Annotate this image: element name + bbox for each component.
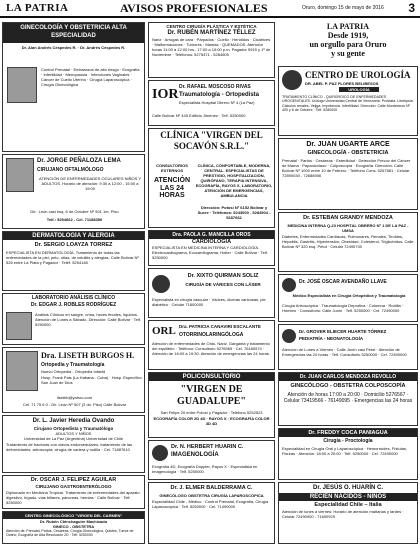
lab-photo [6,312,32,340]
ad-dermatologia [2,231,145,291]
ad-sub: UROLOGÍA [339,87,379,92]
ad-body: ESPECIALISTA EN DERMATOLOGÍA. Tratamiento de todas las enfermedades de la piel, pelo, uñas, de celulitis y alergias. Calle Bolívar Nº 526 entre La Plata y Pagador · Teléf. 5254148 [6,250,139,265]
ad-body: Diplomado en Medicina Tropical. Tratamiento de enfermedades del aparato digestivo, hígado, vías biliares, páncreas, hernias · Calle Bolívar · Telf. 5250000 [6,490,140,505]
ad-title: CLÍNICA "VIRGEN DEL SOCAVÓN S.R.L." [160,130,263,151]
doctor-name: Dr. JESÚS O. HUARÍN C. [312,485,383,491]
ad-body: Atención de: Prenatal, Partos, Cesáreas, Cirugía Ginecológica, Quistes, Tumor de Ovario, Ecografía de Alta Resolución 2D · Telf. 5250000 [6,529,134,538]
doctor-specialty: CIRUJANO GASTROENTERÓLOGO [35,484,112,489]
doctor-name: Dr. OSCAR J. FELIPEZ AGUILAR [30,477,117,483]
orl-logo: ORL [152,325,176,337]
ad-body: Nariz · Arrugas de cara · Párpados · Cuello · Hendidos · Cicatrices · Malformaciones · Tumores · Mamas · QUEMADOS. Atención horas 11:00 a 12:00 hrs., 17:00 a 19:00 p.m. Pagador 5915 y 1º de Noviembre · Teléfonos: 5275471 - 5284605 [152,37,271,57]
doctor-name: Dra. PAOLA G. MANCILLA OROS [149,231,274,239]
ad-body: Ecografía 4D, Ecografía Doppler, Rayos X · Especialista en Imagenología · Telf. 5250000 [152,464,258,474]
doctor-photo [7,67,37,103]
ad-body: Control Prenatal · Embarazos de alto riesgo · Ecografía · Infertilidad · Menopausia · Infecciones Vaginales · Cáncer de Cuello Uterino · Cirugía Laparoscópica · Cirugía Ginecológica [41,67,140,87]
doctor-name: Dr. RAFAEL MOSCOSO RIVAS [179,84,251,90]
doctor-specialty: RECIÉN NACIDOS - NIÑOS [279,493,417,501]
doctor-name: Dr. N. HERBERT HUARIN C. [171,444,244,450]
promo-line: y su gente [331,49,365,58]
doctor-specialty: CARDIOLOGÍA [191,239,232,245]
ad-body: Tratamiento de fracturas con clavos endomedulares; tratamiento de las deformidades; artroscopia; cirugía de cadera y rodilla · Cel. 71887610 [6,442,133,452]
clinic-name: "VIRGEN DE GUADALUPE" [177,384,246,407]
imaging-logo-icon [152,445,168,461]
ad-gineco-alta [2,22,145,152]
promo-brand: LA PATRIA [326,22,370,31]
ad-sub: San Felipe 20 entre Potosí y Pagador · Teléfono 5252523 [160,410,263,415]
ad-sub: Nuevo Ortopedia - Ortopedia Infantil [41,369,106,374]
doctor-photo [6,351,38,391]
ad-body: Atención de Lunes a Viernes · Calle Junín casi Petot · Atención de Emergencias las 24 horas · Telf. Consultorio 5250000 · Cel. 72490000 [282,347,407,357]
ad-avendano [278,274,418,322]
ad-burgos [2,347,145,413]
doctor-name: Dr. GROVER ELIECER HUARTE TÓRREZ [299,329,387,334]
promo-line: Desde 1919, [327,31,369,40]
ad-body: ESPECIALISTA EN MEDICINA INTERNA Y CARDIOLOGÍA. Electrocardiograma, Ecocardiograma, Holter · Calle Bolívar · Telf. 5250000 [152,245,268,260]
ad-consultorios: CONSULTORIOS EXTERNOS [156,163,188,173]
doctor-specialty: Traumatología - Ortopedista [179,92,260,98]
ad-quiroga [148,268,275,318]
ior-logo: IOR [152,87,179,102]
ad-body: Especialista en cirugía vascular · Várices, úlceras varicosas, pie diabético · Celular 71800000 [152,297,266,307]
ad-urologia [278,66,418,136]
doctor-name: Dra. PATRICIA CANAVIRI ESCALANTE [179,324,261,329]
doctor-name: Dr. FREDDY COCA PANIAGUA [279,429,417,437]
ad-body: CLÍNICA, CONFORTABLE, MODERNA, CENTRAL. ESPECIALISTAS DE PRESTIGIO, HOSPITALIZACIÓN, QUIRÓFANO, TERAPIA INTENSIVA, ECOGRAFÍA, RAYOS X, LABORATORIO, ATENCIÓN DE EMERGENCIAS, AMBULANCIA [195,163,273,198]
doctor-name: Dr. Rubén Chinchaguire Machicado [39,519,108,524]
ad-phone: Cel. 71 75 6 0 - Dir. León Nº 507 (2 do. Piso) Calle Bolívar [22,402,127,407]
doctor-specialty: Cirugía - Proctología [323,438,373,444]
ad-address: Dir.: León casi esq. 6 de Octubre Nº 501 1er. Piso [30,209,119,214]
vascular-logo-icon [152,275,170,293]
ad-title: DERMATOLOGÍA Y ALERGIA [3,232,144,240]
ad-schedule: ATENCIÓN DE ENFERMEDADES OCULARES NIÑOS Y ADULTOS. Horario de atención: 9:30 a 12:00 - 15:00 a 19:00 [38,176,142,191]
ad-title: CENTRO DE UROLOGÍA [305,70,411,80]
doctor-specialty: PEDIATRÍA - NEONATOLOGÍA [299,336,364,341]
doctor-specialty: Médico Especialista en Cirugía Ortopédica y Traumatología [292,293,406,298]
ad-body: TRATAMIENTO CLÍNICO - QUIRÚRGICO DE ENFERMEDADES UROGENITALES. Urólogo Universidad Central de Venezuela. Próstata. Litotripsia. Cálculos renales. Vejiga. Impotencia. Infertilidad. Dirección: Calle Montecinos Nº 400 y 6 de Octubre · Telf. 5280000 [282,95,414,113]
doctor-specialty: GINECÓLOGO OBSTETRA CIRUGÍA LAPAROSCÓPICA [159,493,264,498]
doctor-specialty: GINECO - OBSTETRA [52,524,95,529]
doctor-name: Dr. JUAN UGARTE ARCE [306,141,390,148]
ad-la-patria-promo [278,22,418,64]
ad-title: POLICONSULTORIO [149,373,274,381]
ad-huarte [278,324,418,370]
doctor-specialty: Cirujano Ortopedista y Traumatólogo [33,426,114,431]
doctor-specialty: CIRUGÍA DE VÁRICES CON LÁSER [185,282,261,287]
doctor-name: Dr. JOSÉ OSCAR AVENDAÑO LLAVE [299,279,387,285]
doctor-photo [6,158,34,192]
ad-sub: Especialista Hospital Obrero Nº 4 (La Paz) [179,100,255,105]
doctor-name: Dr. SERGIO LOAYZA TORREZ [34,242,113,248]
issue-date: Oruro, domingo 15 de mayo de 2016 [302,5,384,11]
ad-body: Especialidad Chile - Médico · Control Prenatal, Ecografía, Cirugía Laparoscópica · Telf. 5250000 · Cel. 71490000 [152,499,269,509]
ad-orl [148,320,275,370]
page-number: 3 [408,1,415,15]
ortho-logo-icon [282,278,296,292]
pediatric-logo-icon [282,329,296,343]
ad-body: Prenatal · Partos · Cesáreas · Esterilidad · Detección Precoz del Cáncer de Mama · Papanicolaou · Colposcopía · Ecografía. Dirección: Calle Bolívar Nº 1000 entre 10 de Febrero · Teléfono Cons. 5267681 · Celular 72690030 - 72688906 [282,158,411,178]
ad-attention: ATENCIÓN LAS 24 HORAS [153,177,191,200]
urology-logo-icon [282,70,302,90]
ad-heredia [2,415,145,473]
doctor-name: Dr. XIXTO QUIRMAN SOLIZ [187,273,259,279]
doctor-specialty: MEDICINA INTERNA Q-23 HOSPITAL OBRERO Nº 1 DE LA PAZ - UMSA [287,223,409,233]
doctor-name: DR. ABEL P. PAZ FLORES BELIBESOS [305,81,379,86]
ad-penaloza [2,154,145,229]
page-header [0,0,420,18]
promo-line: un orgullo para Oruro [309,40,387,49]
doctor-specialty: GINECÓLOGO - OBSTETRA COLPOSCOPÍA [290,383,406,389]
doctor-name: Dr. RUBÉN MARTÍNEZ TÉLLEZ [167,30,256,36]
section-title: AVISOS PROFESIONALES [120,1,268,15]
doctor-name: Dr. JORGE PEÑALOZA LEMA [37,158,121,164]
ad-huarin [278,482,418,544]
ad-cirugia-plastica [148,22,275,78]
doctor-name: Dr. J. ELMER BALDERRAMA C. [170,485,253,491]
doctor-name: Dr. ESTEBAN GRANDY MENDOZA [303,215,393,221]
ad-centro-virgen-carmen [2,511,145,544]
ad-phone: Telf.: 5254662 - Cel. 71188356 [46,217,103,222]
ad-herbert [148,440,275,480]
ad-body: Atención de enfermedades de Oído, Nariz, Garganta y tratamiento del equilibrio · Teléfono: Consultorio 5276565 · Cel. 76180574 · Atención de 16:00 a 19:30. Atención de emergencias las 24 horas. [152,341,270,356]
doctor-name: Dr. JUAN CARLOS MENDOZA REVOLLO [279,373,417,381]
ad-body: Atención de horas 17:00 a 20:00 · Domicilio 5276567 · Celular 73419566 - 76149095 · Emergencias las 24 horas [283,392,413,405]
doctor-name: Dr. EDGAR J. ROBLES RODRÍGUEZ [30,302,117,308]
ad-address: Dirección: Potosí Nº 6152 Bolívar y Sucre · Teléfonos: 5243000 - 5284904 - 5287662 [197,205,271,220]
ad-title: CENTRO GINECOLÓGICO "VIRGEN DEL CARMEN" [3,512,144,519]
ad-mancilla [148,230,275,266]
doctor-specialty: IMAGENOLOGÍA [171,452,219,458]
ad-mendoza [278,372,418,426]
ad-laboratorio [2,293,145,345]
doctor-specialty: GINECOLOGÍA - OBSTETRICIA [307,150,389,156]
ad-moscoso [148,80,275,126]
ad-body: Cirugía Artroscópica · Traumatología Deportiva · Columna · Rodilla · Hombro · Consultorio: Calle Junín · Telf. 5250000 · Cel. 72490000 [282,303,404,313]
newspaper-brand: LA PATRIA [6,2,69,14]
ad-email: lisethb@yahoo.com [56,395,93,400]
ad-title: GINECOLOGÍA Y OBSTETRICIA ALTA ESPECIALIDAD [3,23,144,43]
ad-body: Atención de lunes a viernes: Horario de atención mañanas y tardes · Celular 72490000 - 71690929 [282,509,404,519]
ad-sub: ADULTOS Y NIÑOS [55,431,92,436]
doctor-name: Dr. L. Javier Heredia Ovando [32,418,115,424]
ad-title: CENTRO CIRUGÍA PLÁSTICA Y ESTÉTICA [166,24,257,29]
ad-body: Calle Bolívar Nº 445 Edificio Jiménez · Telf. 5250000 [152,113,246,118]
ad-body: Análisis Clínicos en sangre, orina, heces fecales, líquidos. Atención de Lunes a Sábado. Dirección: Calle Bolívar · Telf. 5250000 [35,312,141,327]
ad-doctors: Dr. Alan Andrés Céspedes R. · Dr. Andrés Céspedes R. [21,44,126,50]
ad-eco: ECOGRAFÍA COLOR 2D 4D · RAYOS X · ECOGRAFÍA COLOR 3D 4D [153,416,270,426]
ad-grandy [278,212,418,272]
doctor-specialty: OTORRINOLARINGÓLOGA [179,332,244,338]
ad-univ: Universidad de La Paz (Argentina) Universidad de Chile [23,436,124,441]
ad-balderrama [148,482,275,544]
ad-body: Diabetes, Enfermedades Cardíacas, Pulmonares, Renales, Tiroides, Hepatitis, Gastritis, Hipertensión, Obesidad, Colesterol, Triglicéridos. Calle Bolívar Nº 320 esq. Petot · Celular 72490730 [282,234,414,249]
ad-sub: Especialidad Chile – Italia [314,502,382,508]
ad-policonsultorio [148,372,275,438]
ad-address: Hosp. Frank Pais (La Habana - Cuba) · Hosp. Específico San Juan de Dios [41,375,142,385]
ad-clinica-socavon [148,128,275,228]
ad-body: Especialidad en Cirugía Oral y Laparoscópica · Hemorroides, Fístulas, Fisuras · Atención: 18:00 a 20:00 · Telf. 5250000 · Cel. 72490000 [282,446,407,456]
doctor-specialty: CIRUJANO OFTALMÓLOGO [37,167,104,173]
ad-ugarte [278,138,418,210]
ad-felipez [2,475,145,509]
ad-paniagua [278,428,418,480]
ad-title: LABORATORIO ANÁLISIS CLÍNICO [31,295,116,301]
doctor-specialty: Ortopedia y Traumatología [41,362,105,368]
doctor-name: Dra. LISETH BURGOS H. [41,351,135,360]
